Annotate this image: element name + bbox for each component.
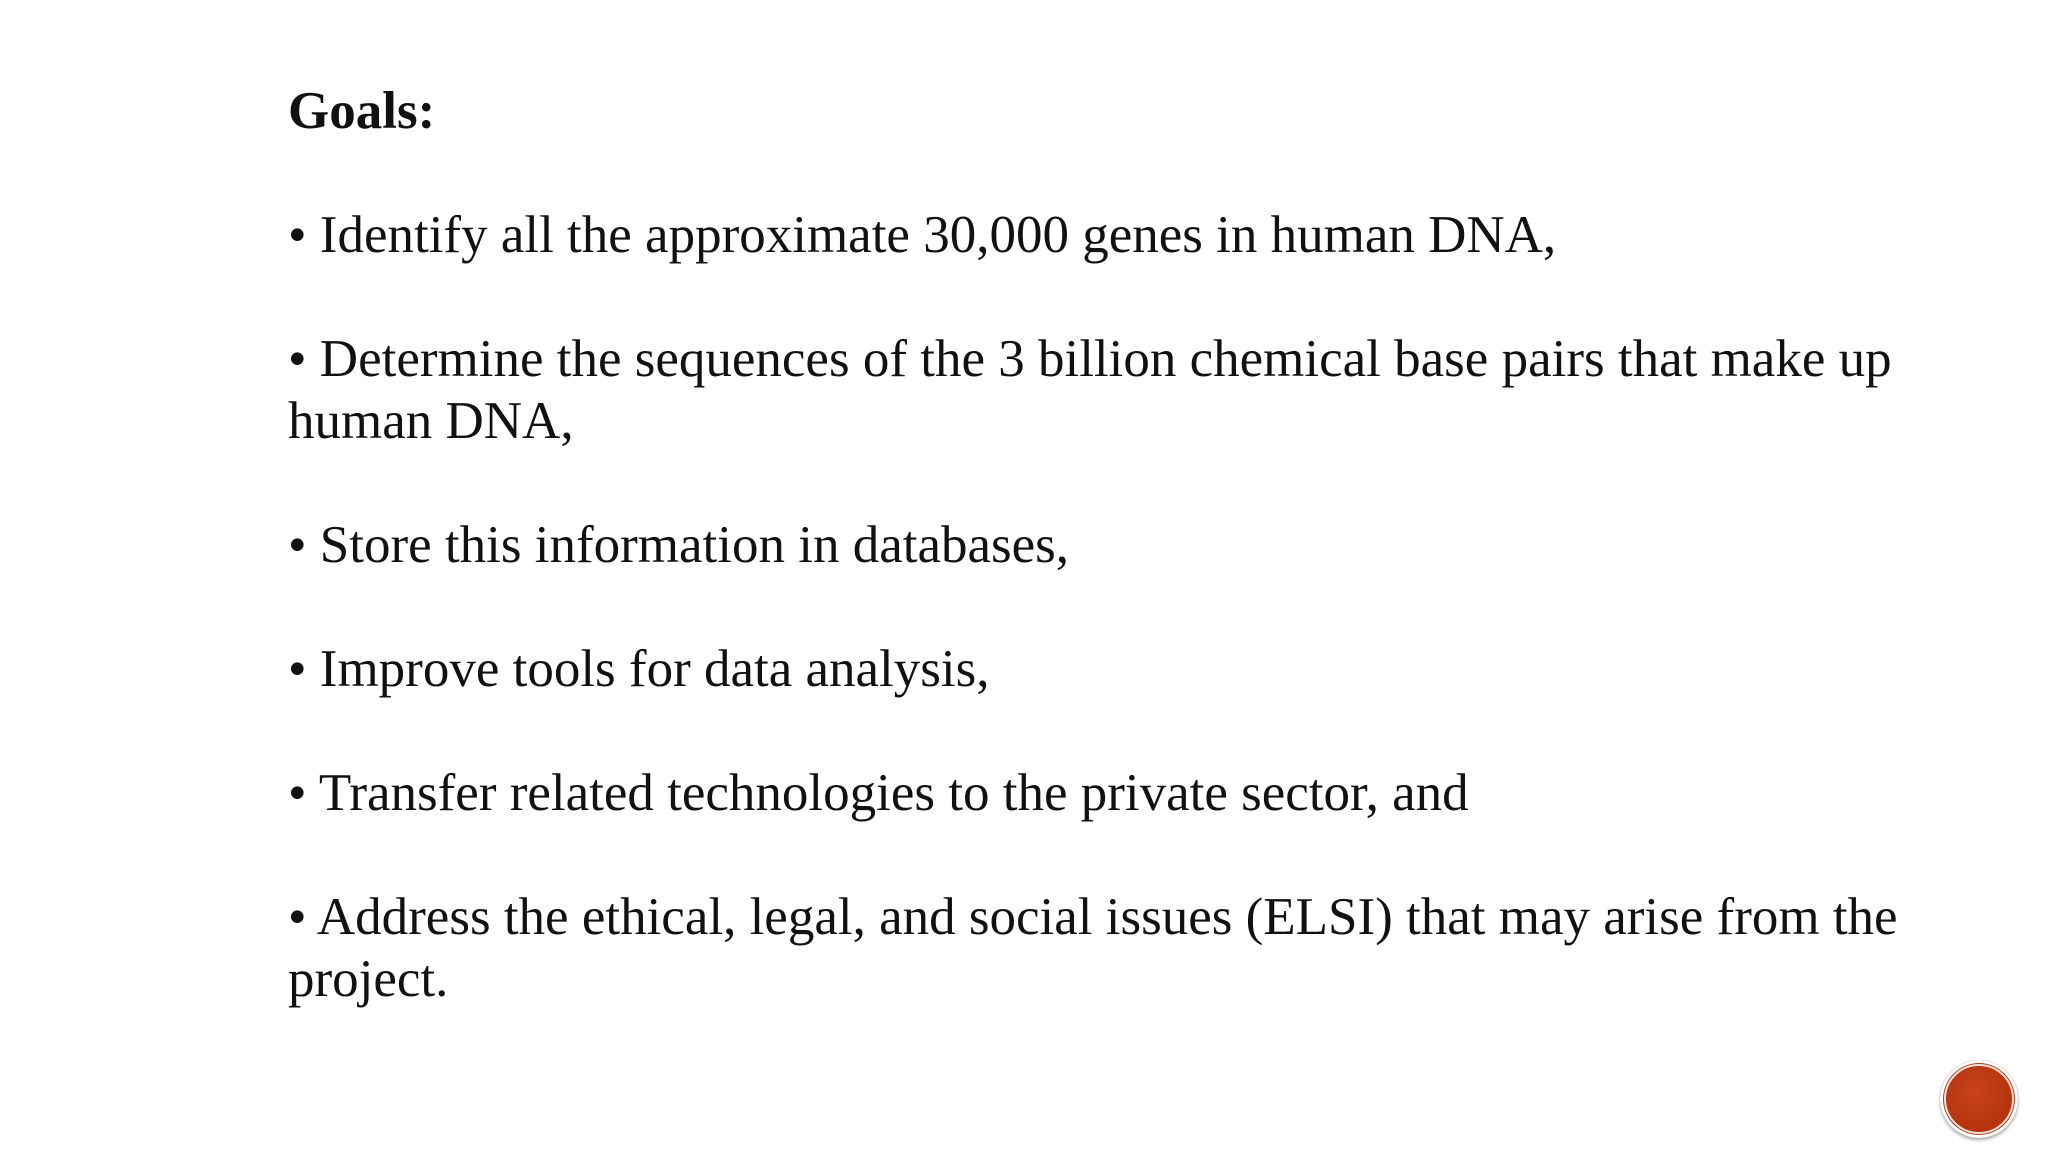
goal-item: • Address the ethical, legal, and social issues (ELSI) that may arise from the project.	[288, 888, 1898, 1008]
goal-item: • Transfer related technologies to the private sector, and	[288, 764, 1469, 822]
goal-item: • Store this information in databases,	[288, 516, 1070, 574]
goal-item: • Determine the sequences of the 3 billion chemical base pairs that make up human DNA,	[288, 330, 1892, 450]
slide-number-badge	[1940, 1060, 2018, 1138]
goal-item: • Improve tools for data analysis,	[288, 640, 990, 698]
goals-list	[288, 204, 1928, 1010]
slide-heading: Goals:	[288, 82, 436, 140]
slide-content	[288, 80, 1928, 1010]
goal-item: • Identify all the approximate 30,000 genes in human DNA,	[288, 206, 1557, 264]
badge-ring-icon	[1944, 1064, 2014, 1134]
